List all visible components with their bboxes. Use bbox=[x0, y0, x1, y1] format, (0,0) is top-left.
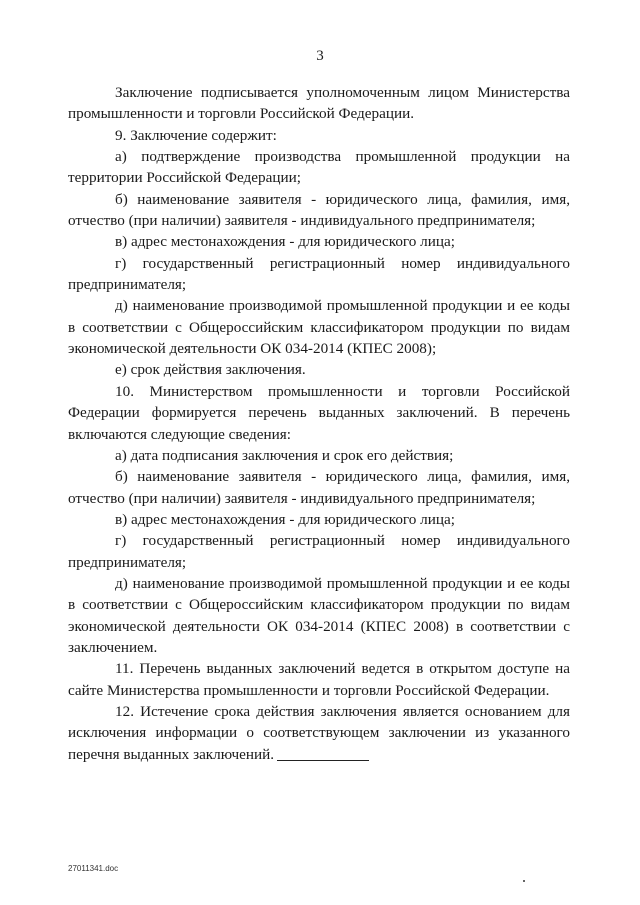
scan-speck bbox=[523, 880, 525, 882]
paragraph-12: 12. Истечение срока действия заключения является основанием для исключения информации о соответствующем заключении из указанного перечня выданных заключений. bbox=[68, 702, 570, 763]
paragraph-9-g: г) государственный регистрационный номер индивидуального предпринимателя; bbox=[68, 254, 570, 294]
document-body bbox=[68, 82, 570, 765]
paragraph-9-b: б) наименование заявителя - юридического лица, фамилия, имя, отчество (при наличии) заявителя - индивидуального предпринимателя; bbox=[68, 190, 570, 230]
paragraph-9-e: е) срок действия заключения. bbox=[115, 361, 306, 379]
paragraph-intro: Заключение подписывается уполномоченным лицом Министерства промышленности и торговли Российской Федерации. bbox=[68, 84, 570, 123]
paragraph-10-d: д) наименование производимой промышленной продукции и ее коды в соответствии с Общероссийским классификатором продукции по видам экономической деятельности ОК 034-2014 (КПЕС 2008) в соответствии с заключением. bbox=[68, 574, 570, 656]
end-separator-line bbox=[277, 760, 369, 761]
page-number: 3 bbox=[316, 48, 324, 64]
paragraph-10-b: б) наименование заявителя - юридического лица, фамилия, имя, отчество (при наличии) заявителя - индивидуального предпринимателя; bbox=[68, 468, 570, 507]
paragraph-9-v: в) адрес местонахождения - для юридического лица; bbox=[115, 233, 455, 251]
paragraph-9-d: д) наименование производимой промышленной продукции и ее коды в соответствии с Общероссийским классификатором продукции по видам экономической деятельности ОК 034-2014 (КПЕС 2008); bbox=[68, 297, 570, 358]
paragraph-10-heading: 10. Министерством промышленности и торговли Российской Федерации формируется перечень выданных заключений. В перечень включаются следующие сведения: bbox=[68, 382, 570, 443]
paragraph-10-a: а) дата подписания заключения и срок его действия; bbox=[115, 446, 454, 464]
paragraph-11: 11. Перечень выданных заключений ведется в открытом доступе на сайте Министерства промышленности и торговли Российской Федерации. bbox=[68, 660, 570, 699]
paragraph-10-g: г) государственный регистрационный номер индивидуального предпринимателя; bbox=[68, 532, 570, 571]
paragraph-9-a: а) подтверждение производства промышленной продукции на территории Российской Федерации; bbox=[68, 148, 570, 187]
paragraph-9-heading: 9. Заключение содержит: bbox=[115, 126, 277, 144]
footer-file-code: 27011341.doc bbox=[68, 864, 119, 873]
paragraph-10-v: в) адрес местонахождения - для юридического лица; bbox=[115, 510, 455, 528]
